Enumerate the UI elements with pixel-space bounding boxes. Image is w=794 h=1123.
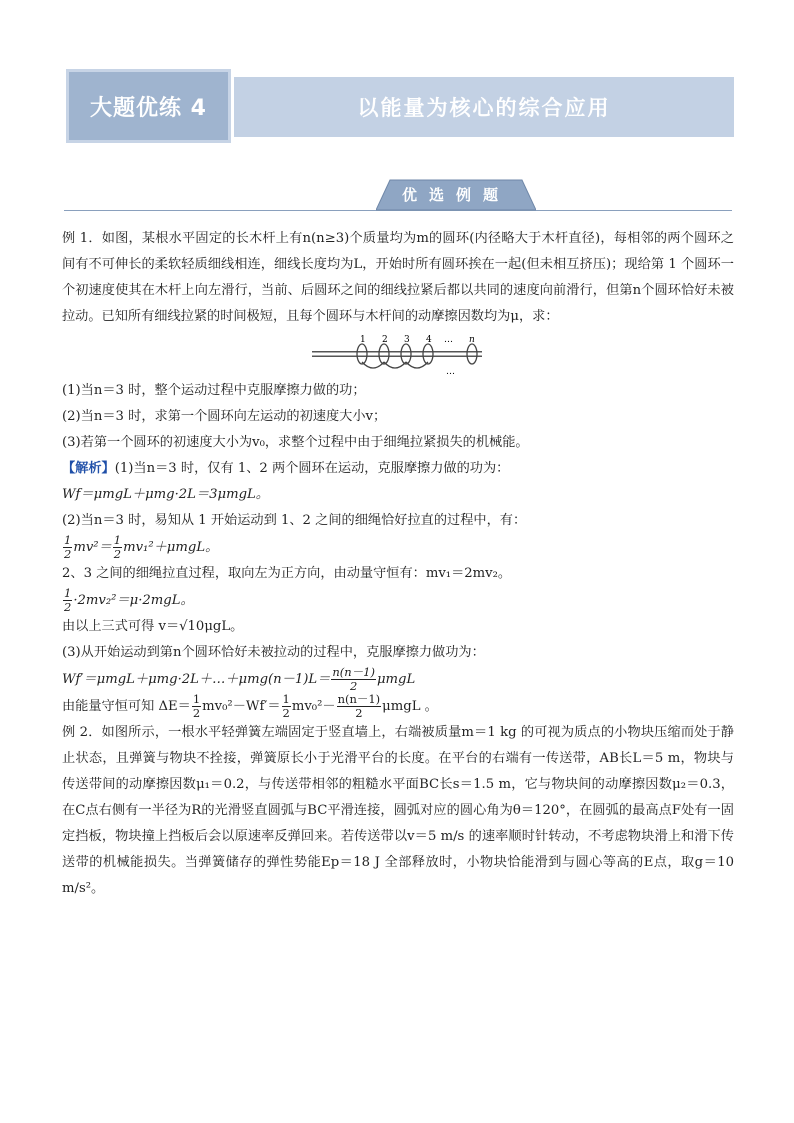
fraction-half: $\frac{1}{2}$ — [113, 533, 122, 561]
header-title-box — [234, 77, 734, 137]
ring-label-3: 3 — [404, 335, 410, 345]
equation-energy-1: $\frac{1}{2}$ mv²＝ $\frac{1}{2}$ mv₁²＋μmgL。 — [64, 533, 219, 561]
analysis-line-1 — [62, 456, 734, 482]
example2-stem: 例 2．如图所示，一根水平轻弹簧左端固定于竖直墙上，右端被质量m＝1 kg 的可视为质点的小物块压缩而处于静止状态，且弹簧与物块不拴接，弹簧原长小于光滑平台的长度。在平台的右端有一传送带，AB长L＝5 m，物块与传送带间的动摩擦因数μ₁＝0.2，与传送带相邻的粗糙水平面BC长s＝1.5 m，它与物块间的动摩擦因数μ₂＝0.3，在C点右侧有一半径为R的光滑竖直圆弧与BC平滑连接，圆弧对应的圆心角为θ＝120°，在圆弧的最高点F处有一固定挡板，物块撞上挡板后会以原速率反弹回来。若传送带以v＝5 m/s 的速率顺时针转动，不考虑物块滑上和滑下传送带的机械能损失。当弹簧储存的弹性势能Ep＝18 J 全部释放时，小物块恰能滑到与圆心等高的E点，取g＝10 m/s²。 — [62, 725, 734, 896]
equation-work: Wf＝μmgL＋μmg·2L＝3μmgL。 — [62, 487, 269, 502]
analysis-text-3: (3)从开始运动到第n个圆环恰好未被拉动的过程中，克服摩擦力做功为： — [62, 645, 485, 660]
header-tag: 大题优练 4 — [90, 95, 207, 121]
header-tag-box — [66, 69, 231, 143]
ring-label-4: 4 — [426, 335, 432, 345]
equation-energy-loss: 由能量守恒可知 ΔE＝ $\frac{1}{2}$ mv₀²－Wf′＝ $\frac{1}{2}$ mv₀²－ $\frac{n(n-1)}{2}$ μmgL 。 — [62, 692, 438, 720]
page-content — [62, 226, 734, 902]
fraction-half: $\frac{1}{2}$ — [64, 533, 72, 561]
rope-ellipsis: … — [446, 367, 455, 376]
example1-stem: 例 1．如图，某根水平固定的长木杆上有n(n≥3)个质量均为m的圆环(内径略大于木杆直径)，每相邻的两个圆环之间有不可伸长的柔软轻质细线相连，细线长度均为L，开始时所有圆环挨在一起(但未相互挤压)；现给第 1 个圆环一个初速度使其在木杆上向左滑行，当前、后圆环之间的细线拉紧后都以共同的速度向前滑行，但第n个圆环恰好未被拉动。已知所有细线拉紧的时间极短，且每个圆环与木杆间的动摩擦因数均为μ，求： — [62, 231, 734, 324]
question-3: (3)若第一个圆环的初速度大小为v₀，求整个过程中由于细绳拉紧损失的机械能。 — [62, 435, 529, 450]
analysis-result-v: 由以上三式可得 v＝√10μgL。 — [62, 619, 244, 634]
fraction-half: $\frac{1}{2}$ — [192, 692, 201, 720]
section-tab — [376, 178, 536, 210]
ring-label-2: 2 — [382, 335, 388, 345]
analysis-label: 【解析】 — [62, 461, 115, 476]
header-banner — [66, 69, 734, 143]
fraction-n: $\frac{n(n-1)}{2}$ — [332, 665, 375, 693]
question-2: (2)当n＝3 时，求第一个圆环向左运动的初速度大小v； — [62, 409, 387, 424]
ring-label-1: 1 — [360, 335, 366, 345]
rings-figure — [62, 332, 734, 376]
analysis-text-2: (2)当n＝3 时，易知从 1 开始运动到 1、2 之间的细绳恰好拉直的过程中，有： — [62, 513, 527, 528]
ring-label-n: n — [469, 335, 475, 345]
ring-label-ellipsis: … — [444, 335, 453, 345]
fraction-half: $\frac{1}{2}$ — [282, 692, 290, 720]
analysis-text-1: (1)当n＝3 时，仅有 1、2 两个圆环在运动，克服摩擦力做的功为： — [114, 461, 510, 476]
header-title: 以能量为核心的综合应用 — [357, 96, 611, 120]
fraction-half: $\frac{1}{2}$ — [64, 586, 72, 614]
analysis-text-momentum: 2、3 之间的细绳拉直过程，取向左为正方向，由动量守恒有：mv₁＝2mv₂。 — [62, 566, 512, 581]
section-tab-row — [64, 178, 732, 212]
equation-work-total: Wf′＝μmgL＋μmg·2L＋…＋μmg(n－1)L＝ $\frac{n(n-1)}{2}$ μmgL — [62, 665, 416, 693]
equation-energy-2: $\frac{1}{2}$ ·2mv₂²＝μ·2mgL。 — [64, 586, 194, 614]
rings-diagram — [62, 332, 734, 376]
section-tab-label: 优选例题 — [401, 185, 510, 204]
fraction-n: $\frac{n(n-1)}{2}$ — [337, 692, 381, 720]
question-1: (1)当n＝3 时，整个运动过程中克服摩擦力做的功； — [62, 383, 366, 398]
